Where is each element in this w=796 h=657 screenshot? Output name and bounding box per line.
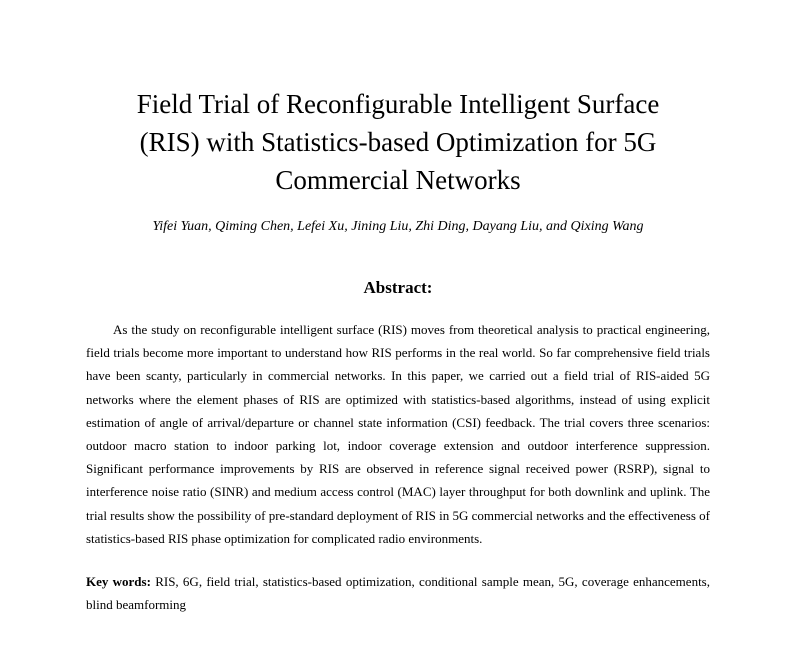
abstract-body: As the study on reconfigurable intelligent surface (RIS) moves from theoretical analysis to practical engineering, field trials become more important to understand how RIS performs in the real world. So far comprehensive field trials have been scanty, particularly in commercial networks. In this paper, we carried out a field trial of RIS-aided 5G networks where the element phases of RIS are optimized with statistics-based algorithms, instead of using explicit estimation of angle of arrival/departure or channel state information (CSI) feedback. The trial covers three scenarios: outdoor macro station to indoor parking lot, indoor coverage extension and outdoor interference suppression. Significant performance improvements by RIS are observed in reference signal received power (RSRP), signal to interference noise ratio (SINR) and medium access control (MAC) layer throughput for both downlink and uplink. The trial results show the possibility of pre-standard deployment of RIS in 5G commercial networks and the effectiveness of statistics-based RIS phase optimization for complicated radio environments. [86,322,710,546]
keywords-text: RIS, 6G, field trial, statistics-based optimization, conditional sample mean, 5G, coverage enhancements, blind beamforming [86,574,710,612]
paper-title-line-1: Field Trial of Reconfigurable Intelligent Surface [136,89,660,119]
paper-title-line-3: Commercial Networks [275,165,521,195]
author-list: Yifei Yuan, Qiming Chen, Lefei Xu, Jining Liu, Zhi Ding, Dayang Liu, and Qixing Wang [152,219,644,234]
keywords-paragraph [86,570,710,616]
abstract-heading: Abstract: [363,278,433,297]
keywords-label: Key words: [86,574,151,589]
paper-title [60,85,736,199]
paper-title-line-2: (RIS) with Statistics-based Optimization for 5G [139,127,657,157]
